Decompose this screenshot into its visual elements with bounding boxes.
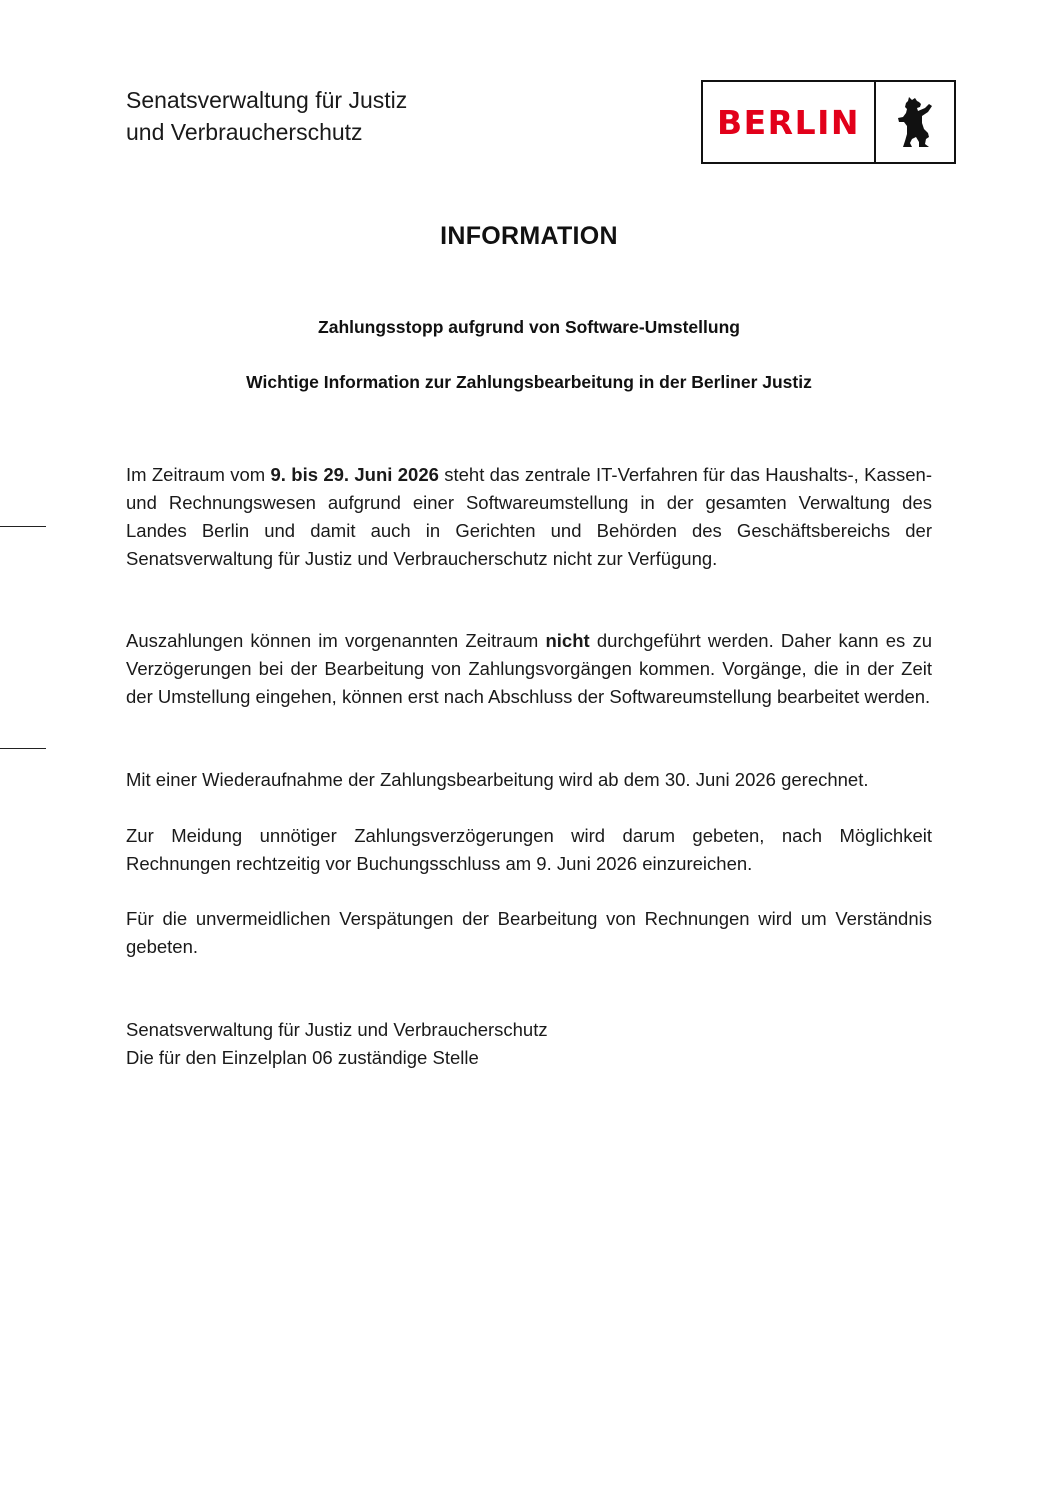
- signature-line-1: Senatsverwaltung für Justiz und Verbraucherschutz: [126, 1019, 548, 1040]
- berlin-logo-text: BERLIN: [703, 82, 876, 162]
- paragraph-payouts-emphasis: nicht: [545, 630, 590, 651]
- paragraph-period-end: steht das zentrale IT-Verfahren für das Haushalts-, Kassen- und Rechnungswesen aufgrund einer Softwareumstellung in der gesamten Verwaltung des Landes Berlin und damit auch in Gerichten und Behörden des Geschäftsbereichs der Senatsverwaltung für Justiz und Verbraucherschutz nicht zur Verfügung.: [126, 464, 932, 569]
- signature-line-2: Die für den Einzelplan 06 zuständige Stelle: [126, 1047, 479, 1068]
- paragraph-period-dates: 9. bis 29. Juni 2026: [270, 464, 439, 485]
- subtitle-important-information: Wichtige Information zur Zahlungsbearbeitung in der Berliner Justiz: [246, 372, 812, 392]
- paragraph-payouts-end: durchgeführt werden. Daher kann es zu Verzögerungen bei der Bearbeitung von Zahlungsvorgängen kommen. Vorgänge, die in der Zeit der Umstellung eingehen, können erst nach Abschluss der Softwareumstellung bearbeitet werden.: [126, 630, 933, 707]
- berlin-bear-icon: [876, 82, 954, 162]
- signature: [126, 1016, 548, 1072]
- fold-mark-bottom: [0, 748, 46, 749]
- paragraph-apology: Für die unvermeidlichen Verspätungen der Bearbeitung von Rechnungen wird um Verständnis gebeten.: [126, 908, 932, 957]
- paragraph-period: [126, 461, 932, 573]
- organization-line-1: Senatsverwaltung für Justiz: [126, 87, 408, 113]
- organization-line-2: und Verbraucherschutz: [126, 119, 363, 145]
- fold-mark-top: [0, 526, 46, 527]
- paragraph-period-start: Im Zeitraum vom: [126, 464, 271, 485]
- paragraph-resumption: Mit einer Wiederaufnahme der Zahlungsbearbeitung wird ab dem 30. Juni 2026 gerechnet.: [126, 769, 869, 790]
- paragraph-request: Zur Meidung unnötiger Zahlungsverzögerungen wird darum gebeten, nach Möglichkeit Rechnungen rechtzeitig vor Buchungsschluss am 9. Juni 2026 einzureichen.: [126, 825, 932, 874]
- header-organization: [126, 84, 407, 148]
- berlin-logo: [701, 80, 956, 164]
- paragraph-payouts: [126, 627, 932, 711]
- paragraph-payouts-start: Auszahlungen können im vorgenannten Zeitraum: [126, 630, 546, 651]
- page-title: INFORMATION: [440, 222, 618, 250]
- subtitle-payment-stop: Zahlungsstopp aufgrund von Software-Umstellung: [318, 317, 740, 337]
